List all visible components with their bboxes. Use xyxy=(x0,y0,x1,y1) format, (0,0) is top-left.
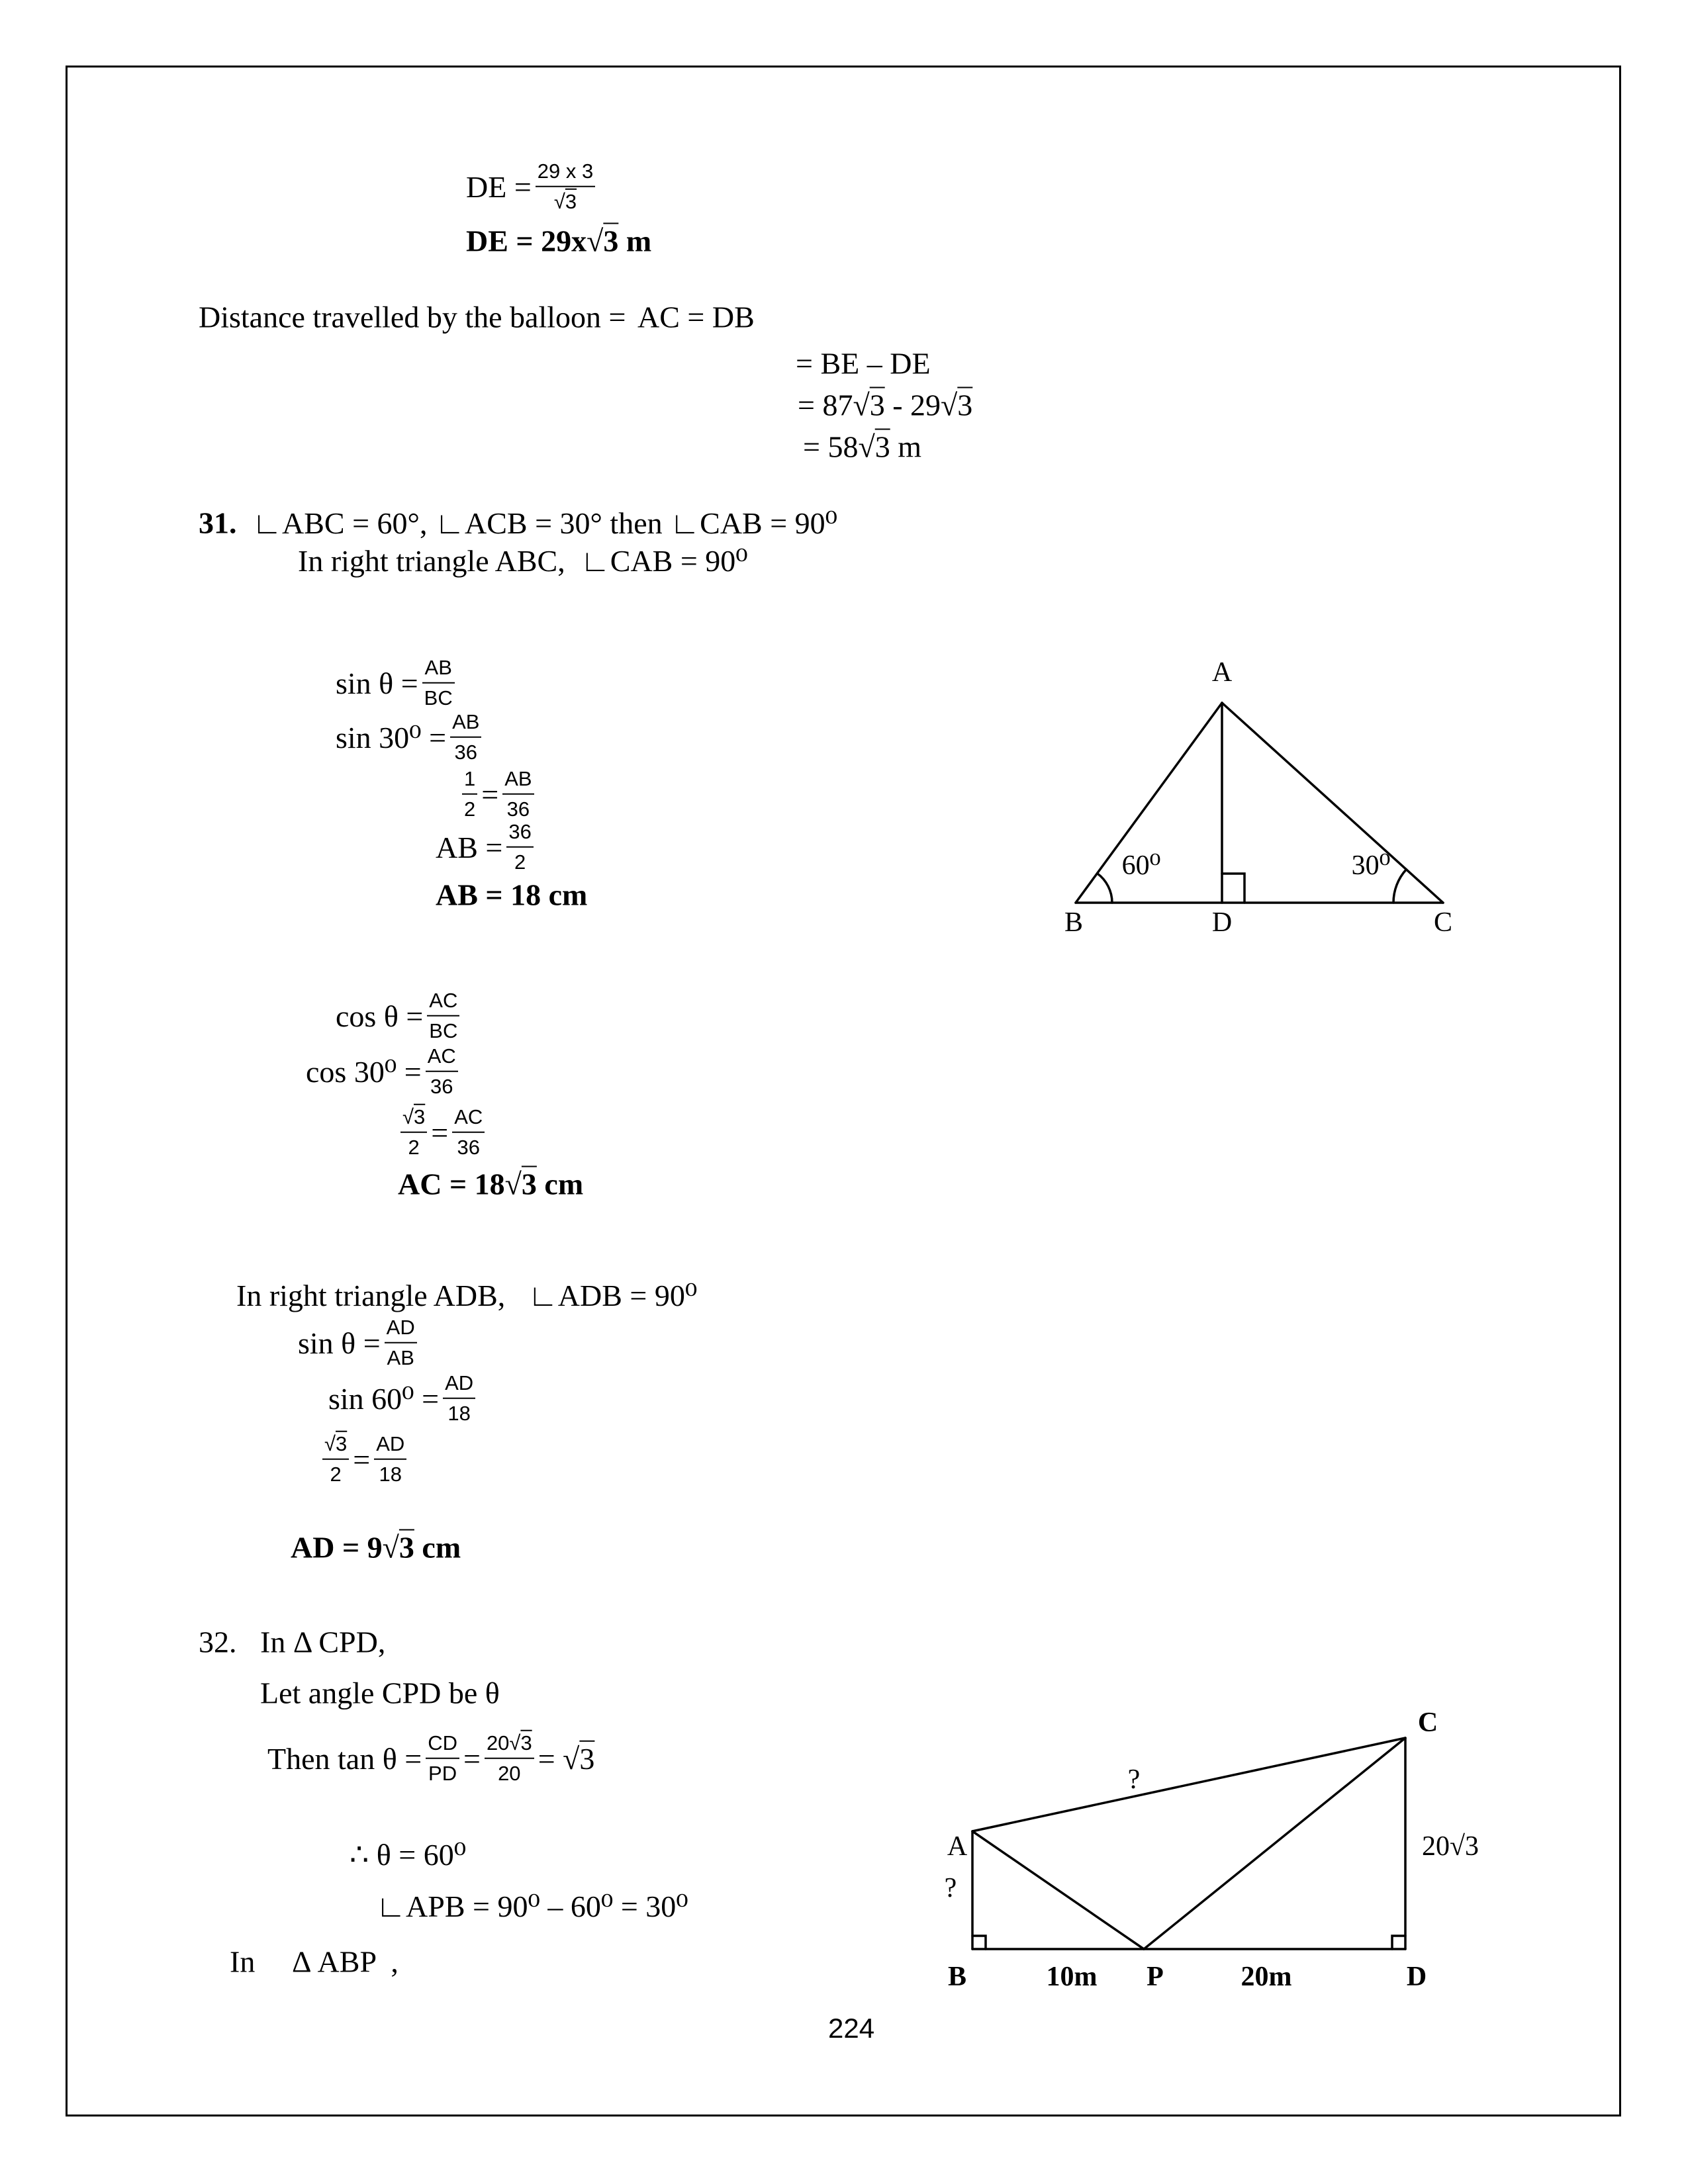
segment-pc xyxy=(1144,1738,1405,1949)
result-text: AD = 9√3 cm xyxy=(291,1530,461,1565)
vertex-label-d: D xyxy=(1406,1962,1427,1992)
numerator: 20√3 xyxy=(485,1731,534,1759)
result-text: AC = 18√3 cm xyxy=(398,1167,584,1201)
height-label-cd: 20√3 xyxy=(1422,1831,1479,1862)
de-fraction-line xyxy=(466,159,599,215)
triangle-abc-diagram xyxy=(1033,655,1483,940)
lhs: sin θ = xyxy=(336,666,418,700)
q31-ab-equation xyxy=(436,819,538,876)
right-angle-marker-d xyxy=(1222,874,1244,903)
therefore-text: ∴ θ = 60⁰ xyxy=(350,1838,467,1872)
denominator: 36 xyxy=(454,740,477,764)
intro-text: In right triangle ADB, ∟ADB = 90⁰ xyxy=(236,1279,698,1312)
q31-ab-result xyxy=(436,878,587,913)
right-angle-marker-d xyxy=(1392,1936,1405,1949)
lhs: cos θ = xyxy=(336,999,424,1033)
distance-step-3 xyxy=(803,430,921,465)
vertex-label-p: P xyxy=(1147,1962,1164,1992)
equals-sign: = xyxy=(463,1741,481,1776)
numerator: √3 xyxy=(400,1105,427,1133)
q31-sin-theta-adb xyxy=(298,1315,421,1371)
figure-abpdc-diagram xyxy=(927,1707,1509,1999)
q32-intro xyxy=(260,1625,385,1660)
fraction xyxy=(385,1315,417,1371)
numerator: AB xyxy=(450,709,481,738)
apb-text: ∟APB = 90⁰ – 60⁰ = 30⁰ xyxy=(376,1889,688,1923)
lhs: AB = xyxy=(436,830,503,864)
distance-rhs xyxy=(637,300,755,335)
lhs: sin 30⁰ = xyxy=(336,721,447,754)
distance-label-bp: 10m xyxy=(1046,1962,1098,1992)
numerator: 1 xyxy=(462,766,477,795)
numerator: 29 x 3 xyxy=(536,159,595,187)
statement-text: ∟ABC = 60°, ∟ACB = 30° then ∟CAB = 90⁰ xyxy=(252,506,838,540)
step-text: = 58√3 m xyxy=(803,430,921,464)
question-number: 32. xyxy=(199,1625,237,1659)
denominator: 36 xyxy=(506,797,530,821)
numerator: AC xyxy=(452,1105,485,1133)
q31-adb-intro xyxy=(236,1277,697,1313)
angle-label-c: 30⁰ xyxy=(1351,850,1391,881)
fraction xyxy=(400,1105,427,1161)
angle-arc-c xyxy=(1393,870,1406,903)
lhs: cos 30⁰ = xyxy=(306,1055,422,1089)
intro-text: In right triangle ABC, ∟CAB = 90⁰ xyxy=(298,544,748,578)
denominator: 2 xyxy=(330,1462,342,1486)
step-text: = 87√3 - 29√3 xyxy=(798,388,973,422)
denominator: 36 xyxy=(430,1074,453,1098)
fraction xyxy=(443,1371,475,1427)
equals-sign: = xyxy=(353,1442,371,1477)
distance-label xyxy=(199,300,626,335)
de-result xyxy=(466,224,651,259)
distance-label-pd: 20m xyxy=(1241,1962,1292,1992)
fraction xyxy=(485,1731,534,1787)
q31-ad-result xyxy=(291,1530,461,1565)
q32-tan-equation xyxy=(267,1731,594,1787)
q32-in-word xyxy=(230,1944,255,1979)
fraction xyxy=(450,709,481,766)
let-text: Let angle CPD be θ xyxy=(260,1676,500,1710)
segment-ap xyxy=(972,1831,1144,1949)
in-text: In xyxy=(230,1944,256,1979)
numerator: AC xyxy=(427,988,459,1017)
q31-sin-30 xyxy=(336,709,485,766)
vertex-label-b: B xyxy=(947,1962,967,1992)
side-ca xyxy=(972,1738,1405,1831)
q31-number xyxy=(199,506,237,541)
de-lhs: DE = xyxy=(466,169,532,204)
vertex-label-c: C xyxy=(1433,907,1453,938)
q32-let xyxy=(260,1676,500,1711)
intro-text: In Δ CPD, xyxy=(260,1625,386,1659)
denominator: AB xyxy=(387,1345,414,1369)
de-fraction xyxy=(536,159,595,215)
fraction xyxy=(426,1044,458,1100)
vertex-label-d: D xyxy=(1211,907,1233,938)
distance-rhs-text: AC = DB xyxy=(637,300,755,334)
fraction xyxy=(462,766,477,823)
question-number: 31. xyxy=(199,506,237,540)
result-text: AB = 18 cm xyxy=(436,878,588,912)
denominator: 2 xyxy=(514,850,526,874)
numerator: √3 xyxy=(322,1432,349,1460)
distance-label-text: Distance travelled by the balloon = xyxy=(199,300,626,334)
numerator: AC xyxy=(426,1044,458,1072)
unknown-label-ab: ? xyxy=(944,1873,957,1903)
denominator: 2 xyxy=(464,797,476,821)
lhs: sin θ = xyxy=(298,1326,381,1360)
q32-therefore xyxy=(350,1837,466,1872)
side-ac xyxy=(1222,703,1443,903)
q32-abp xyxy=(292,1944,399,1979)
denominator: √3 xyxy=(553,189,577,213)
equals-sign: = xyxy=(431,1115,449,1150)
denominator: 18 xyxy=(447,1401,471,1425)
q31-sin-theta xyxy=(336,655,459,711)
fraction xyxy=(374,1432,406,1488)
angle-label-b: 60⁰ xyxy=(1121,850,1161,881)
distance-step-1 xyxy=(796,346,931,381)
numerator: AB xyxy=(422,655,455,684)
q31-cos-theta xyxy=(336,988,463,1044)
vertex-label-b: B xyxy=(1064,907,1084,938)
numerator: AD xyxy=(443,1371,475,1399)
q31-root-equation-ad xyxy=(318,1432,410,1488)
denominator: BC xyxy=(424,686,453,709)
fraction xyxy=(322,1432,349,1488)
vertex-label-c: C xyxy=(1417,1707,1438,1738)
q31-root-equation-ac xyxy=(397,1105,489,1161)
step-text: = BE – DE xyxy=(796,346,931,381)
numerator: CD xyxy=(426,1731,459,1759)
q32-number xyxy=(199,1625,237,1660)
angle-arc-b xyxy=(1098,874,1113,903)
result-text: = √3 xyxy=(538,1741,595,1776)
abp-text: Δ ABP , xyxy=(292,1944,399,1979)
q31-statement xyxy=(252,505,837,541)
fraction xyxy=(427,988,459,1044)
denominator: 20 xyxy=(498,1761,521,1785)
numerator: AD xyxy=(374,1432,406,1460)
denominator: 36 xyxy=(457,1135,480,1159)
numerator: AB xyxy=(502,766,534,795)
fraction xyxy=(502,766,534,823)
right-angle-marker-b xyxy=(972,1936,986,1949)
fraction xyxy=(422,655,455,711)
denominator: 2 xyxy=(408,1135,420,1159)
de-result-text: DE = 29x√3 m xyxy=(466,224,652,258)
fraction xyxy=(506,819,533,876)
denominator: PD xyxy=(428,1761,457,1785)
page-number: 224 xyxy=(828,2013,875,2044)
fraction xyxy=(426,1731,459,1787)
unknown-label-ac: ? xyxy=(1127,1764,1141,1795)
numerator: 36 xyxy=(506,819,533,848)
denominator: BC xyxy=(429,1019,458,1042)
q31-ac-result xyxy=(398,1167,583,1202)
vertex-label-a: A xyxy=(1211,657,1233,688)
vertex-label-a: A xyxy=(947,1831,968,1862)
q32-apb xyxy=(376,1888,688,1924)
lhs: sin 60⁰ = xyxy=(328,1382,440,1416)
q31-half-equation xyxy=(458,766,538,823)
q31-cos-30 xyxy=(306,1044,462,1100)
equals-sign: = xyxy=(481,777,499,811)
lhs: Then tan θ = xyxy=(267,1741,422,1776)
fraction xyxy=(452,1105,485,1161)
denominator: 18 xyxy=(379,1462,402,1486)
distance-step-2 xyxy=(798,388,972,423)
q31-intro xyxy=(298,543,748,578)
q31-sin-60 xyxy=(328,1371,479,1427)
numerator: AD xyxy=(385,1315,417,1343)
